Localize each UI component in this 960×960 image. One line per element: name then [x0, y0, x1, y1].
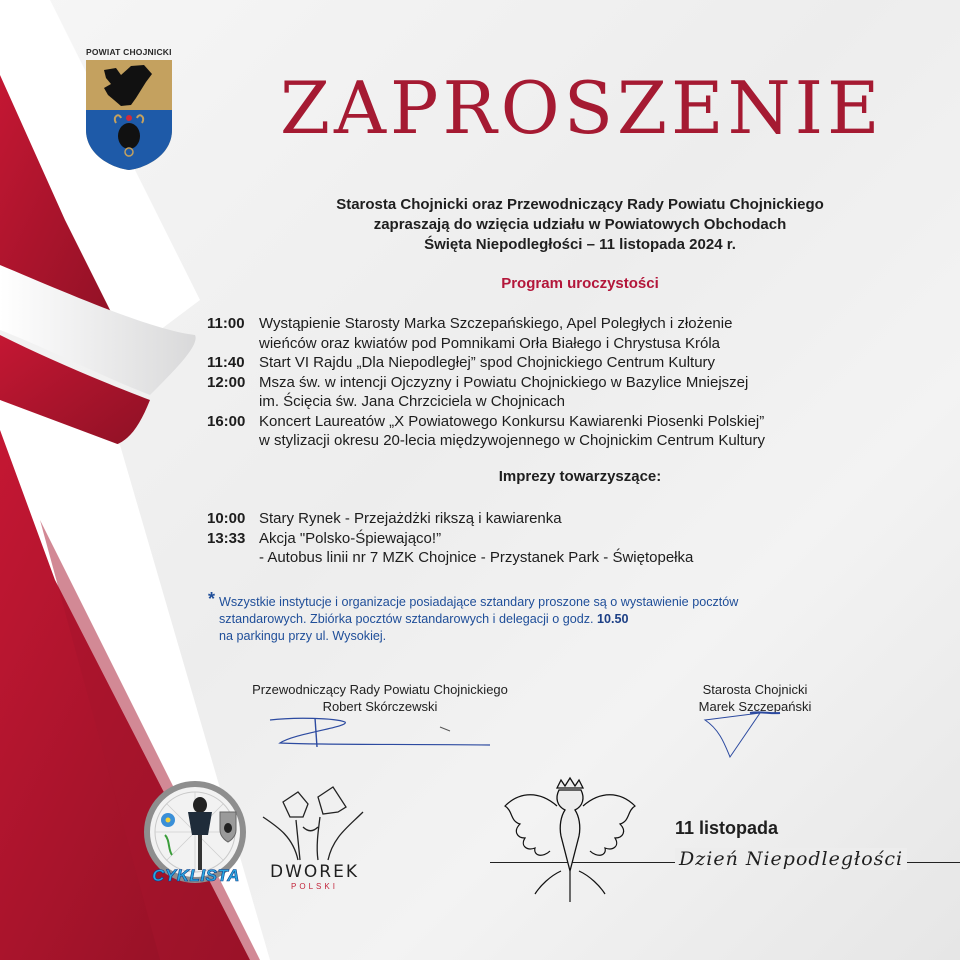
program-time: 12:00 — [207, 373, 246, 391]
side-event-item — [207, 529, 907, 549]
program-description-cont: wieńców oraz kwiatów pod Pomnikami Orła Białego i Chrystusa Króla — [259, 334, 721, 352]
program-time: 16:00 — [207, 412, 246, 430]
program-description: Koncert Laureatów „X Powiatowego Konkursu Kawiarenki Piosenki Polskiej” — [259, 412, 765, 430]
side-event-time: 13:33 — [207, 529, 246, 547]
dworek-logo-subtitle: POLSKI — [291, 882, 338, 891]
note-line: Wszystkie instytucje i organizacje posiadające sztandary proszone są o wystawienie pocztów — [219, 595, 739, 609]
dworek-logo-name: DWOREK — [270, 862, 359, 882]
independence-day-script: Dzień Niepodległości — [675, 848, 907, 870]
note-line: na parkingu przy ul. Wysokiej. — [219, 629, 387, 643]
program-description: Msza św. w intencji Ojczyzny i Powiatu Chojnickiego w Bazylice Mniejszej — [259, 373, 749, 391]
program-heading: Program uroczystości — [501, 275, 659, 292]
program-time: 11:00 — [207, 315, 245, 332]
program-item — [207, 373, 907, 393]
signatory-name: Marek Szczepański — [698, 699, 812, 714]
side-event-description: Akcja "Polsko-Śpiewająco!” — [259, 529, 442, 547]
footer-date: 11 listopada — [675, 818, 779, 838]
dworek-polski-logo — [258, 782, 368, 862]
side-events-heading: Imprezy towarzyszące: — [498, 468, 662, 485]
program-list — [207, 314, 907, 451]
county-coat-of-arms-logo — [86, 60, 172, 170]
program-item — [207, 412, 907, 432]
side-event-item — [207, 509, 907, 529]
asterisk-icon: * — [208, 589, 216, 609]
handwritten-signature-left — [255, 715, 495, 750]
signatory-role: Przewodniczący Rady Powiatu Chojnickiego — [252, 682, 508, 697]
polish-eagle-emblem — [495, 776, 645, 904]
organization-label: POWIAT CHOJNICKI — [86, 47, 172, 57]
signature-block-left — [220, 681, 540, 715]
signatory-role: Starosta Chojnicki — [702, 682, 808, 697]
note-time: 10.50 — [597, 612, 629, 626]
note-line — [219, 611, 888, 628]
program-description-cont: w stylizacji okresu 20-lecia międzywojennego w Chojnickim Centrum Kultury — [259, 432, 766, 449]
side-event-description: Stary Rynek - Przejażdżki rikszą i kawiarenka — [259, 510, 562, 527]
signatory-name: Robert Skórczewski — [322, 699, 438, 714]
intro-line: Święta Niepodległości – 11 listopada 2024 r. — [424, 236, 736, 253]
program-item — [207, 353, 907, 373]
side-events-list — [207, 509, 907, 568]
side-event-time: 10:00 — [207, 510, 246, 527]
cyklista-logo-text: CYKLISTA — [152, 866, 240, 885]
program-description: Start VI Rajdu „Dla Niepodległej” spod Chojnickiego Centrum Kultury — [259, 354, 716, 371]
program-item — [207, 314, 907, 334]
handwritten-signature-right — [700, 705, 790, 760]
intro-text — [270, 195, 890, 255]
program-description-cont: im. Ścięcia św. Jana Chrzciciela w Chojnicach — [259, 393, 565, 410]
program-description: Wystąpienie Starosty Marka Szczepańskiego, Apel Poległych i złożenie — [259, 315, 733, 332]
intro-line: zapraszają do wzięcia udziału w Powiatowych Obchodach — [373, 216, 787, 233]
page-title: ZAPROSZENIE — [280, 66, 884, 150]
intro-line: Starosta Chojnicki oraz Przewodniczący Rady Powiatu Chojnickiego — [336, 196, 824, 213]
note-text: sztandarowych. Zbiórka pocztów sztandarowych i delegacji o godz. — [219, 612, 598, 626]
standard-bearers-note — [208, 589, 888, 645]
program-time: 11:40 — [207, 354, 245, 371]
side-event-description-cont: - Autobus linii nr 7 MZK Chojnice - Przystanek Park - Świętopełka — [259, 549, 694, 566]
